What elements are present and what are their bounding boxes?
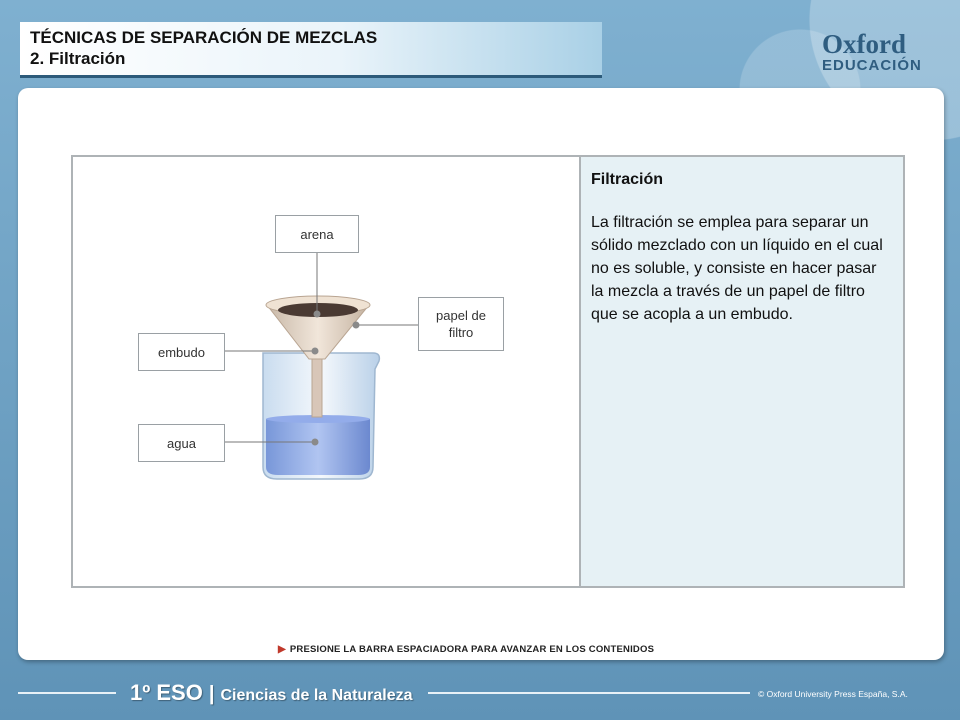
copyright: © Oxford University Press España, S.A. xyxy=(758,689,908,699)
label-arena: arena xyxy=(275,215,359,253)
explanation-heading: Filtración xyxy=(591,171,664,188)
subject-label: Ciencias de la Naturaleza xyxy=(220,687,413,704)
filtration-illustration xyxy=(73,157,581,586)
funnel-stem xyxy=(312,357,322,417)
content-frame xyxy=(71,155,905,588)
label-agua: agua xyxy=(138,424,225,462)
page-subtitle: 2. Filtración xyxy=(30,49,126,68)
oxford-logo xyxy=(822,30,932,74)
title-bar xyxy=(20,22,602,78)
footer-rule-left xyxy=(18,692,116,694)
play-arrow-icon: ▶ xyxy=(278,644,286,655)
explanation-text: La filtración se emplea para separar un sólido mezclado con un líquido en el cual no es soluble, y consiste en hacer pasar la mezcla a través de un papel de filtro que se acopla a un embudo. xyxy=(591,214,883,323)
label-papel-de-filtro: papel de filtro xyxy=(418,297,504,351)
footer-rule-right xyxy=(428,692,750,694)
label-embudo: embudo xyxy=(138,333,225,371)
brand-name: Oxford xyxy=(822,29,906,59)
course-label xyxy=(130,680,413,706)
footer-separator: | xyxy=(208,683,215,705)
brand-sub: EDUCACIÓN xyxy=(822,57,922,74)
page-title: TÉCNICAS DE SEPARACIÓN DE MEZCLAS xyxy=(30,28,378,47)
advance-hint-text: PRESIONE LA BARRA ESPACIADORA PARA AVANZAR EN LOS CONTENIDOS xyxy=(289,644,655,655)
grade-label: 1º ESO xyxy=(130,680,203,705)
explanation-panel xyxy=(581,157,903,586)
advance-hint xyxy=(278,644,654,655)
